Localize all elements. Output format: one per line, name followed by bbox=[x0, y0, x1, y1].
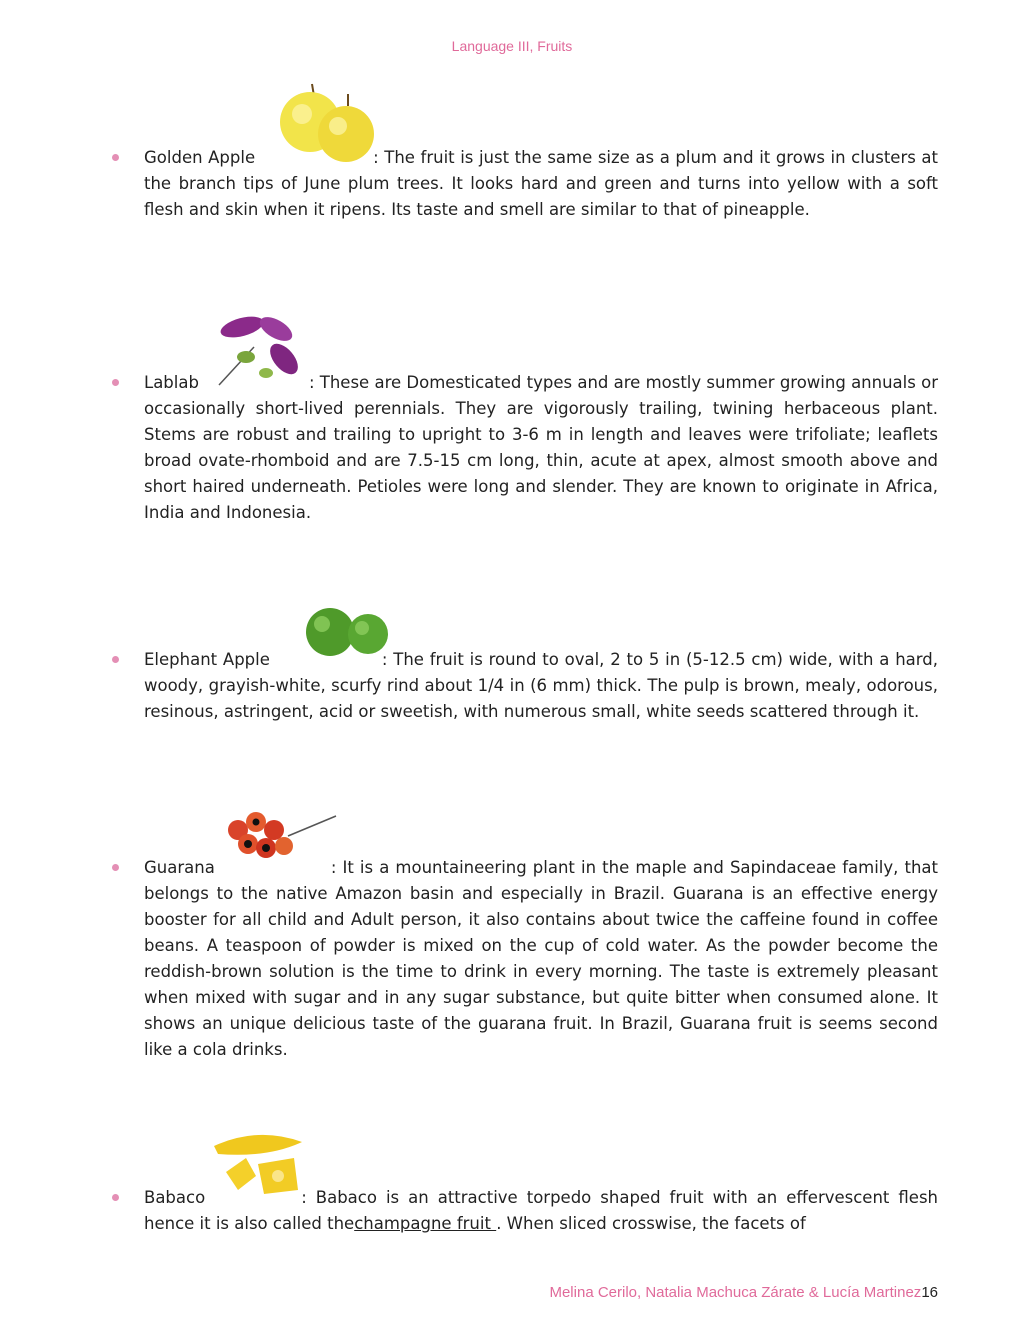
page-header: Language III, Fruits bbox=[451, 38, 573, 54]
page-footer bbox=[549, 1284, 938, 1301]
fruit-name: Babaco bbox=[144, 1188, 206, 1207]
fruit-description: Babaco : Babaco is an attractive torpedo shaped fruit with an effervescent flesh hence it is also called thechampagne fruit . When sliced crosswise, the facets of bbox=[144, 1188, 938, 1233]
bullet-icon bbox=[112, 154, 119, 161]
page-number: 16 bbox=[921, 1284, 938, 1301]
bullet-icon bbox=[112, 1194, 119, 1201]
fruit-description: Guarana : It is a mountaineering plant in the maple and Sapindaceae family, that belongs to the native Amazon basin and especially in Brazil. Guarana is an effective energy booster for all child and Adult person, it also contains about twice the caffeine found in coffee beans. A teaspoon of powder is mixed on the cup of cold water. As the powder become the reddish-brown solution is the time to drink in every morning. The taste is extremely pleasant when mixed with sugar and in any sugar substance, but quite bitter when consumed alone. It shows an unique delicious taste of the guarana fruit. In Brazil, Guarana fruit is seems second like a cola drinks. bbox=[144, 858, 938, 1059]
fruit-description: Lablab : These are Domesticated types and are mostly summer growing annuals or occasionally short-lived perennials. They are vigorously trailing, twining herbaceous plant. Stems are robust and trailing to upright to 3-6 m in length and leaves were trifoliate; leaflets broad ovate-rhomboid and are 7.5-15 cm long, thin, acute at apex, almost smooth above and short haired underneath. Petioles were long and slender. They are known to originate in Africa, India and Indonesia. bbox=[144, 373, 938, 522]
champagne-fruit-link[interactable]: champagne fruit bbox=[354, 1214, 497, 1233]
bullet-icon bbox=[112, 656, 119, 663]
bullet-icon bbox=[112, 864, 119, 871]
fruit-name: Golden Apple bbox=[144, 148, 256, 167]
fruit-name: Lablab bbox=[144, 373, 199, 392]
fruit-description: Elephant Apple : The fruit is round to oval, 2 to 5 in (5-12.5 cm) wide, with a hard, woody, grayish-white, scurfy rind about 1/4 in (6 mm) thick. The pulp is brown, mealy, odorous, resinous, astringent, acid or sweetish, with numerous small, white seeds scattered through it. bbox=[144, 650, 938, 721]
fruit-description: Golden Apple : The fruit is just the same size as a plum and it grows in clusters at the branch tips of June plum trees. It looks hard and green and turns into yellow with a soft flesh and skin when it ripens. Its taste and smell are similar to that of pineapple. bbox=[144, 148, 938, 219]
footer-authors: Melina Cerilo, Natalia Machuca Zárate & Lucía Martinez bbox=[549, 1284, 922, 1301]
fruit-name: Elephant Apple bbox=[144, 650, 270, 669]
fruit-name: Guarana bbox=[144, 858, 215, 877]
bullet-icon bbox=[112, 379, 119, 386]
